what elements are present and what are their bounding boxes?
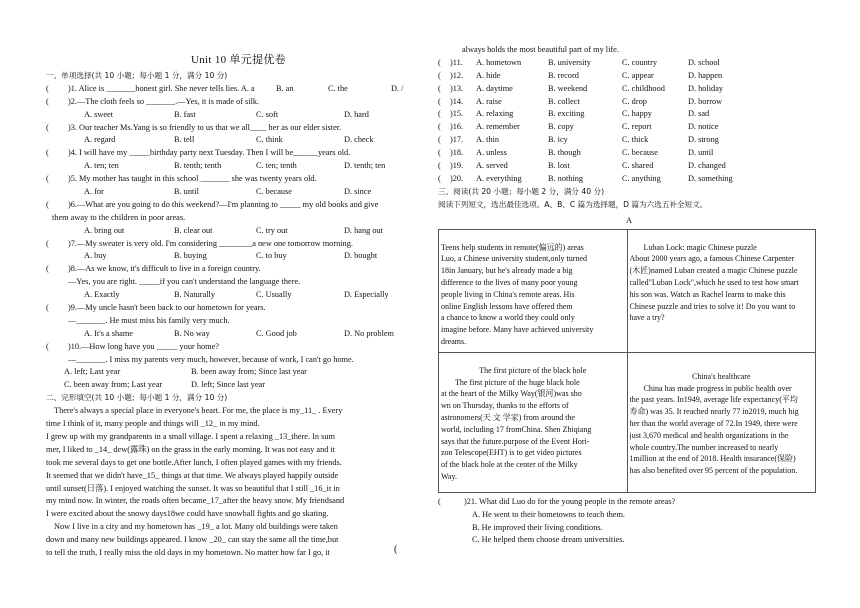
cell-line: have a try? [629,313,665,323]
single-choice-list [46,83,431,392]
answer-paren: ( [46,148,49,158]
option: D. sad [688,109,710,119]
answer-paren: ( [46,96,49,106]
options-row [46,186,431,199]
option: D. changed [688,161,726,171]
question-continuation: —_______. He must miss his family very much. [68,315,230,325]
question-row [46,83,431,96]
answer-paren: ( [46,174,49,184]
question-stem: )9.—My uncle hasn't been back to our hometown for years. [68,303,266,313]
passage-line: took me several days to get one bottle.After lunch, I often played games with my friends. [46,457,342,467]
question-number: )14. [450,96,464,106]
option: B. record [548,70,579,80]
option: C. to buy [256,251,287,261]
answer-paren: ( [46,83,49,93]
reading-cell-blackhole [439,352,628,492]
cell-line: imagine before. Many have achieved university [441,325,594,335]
option: B. icy [548,135,568,145]
option: B. an [276,83,294,93]
option: A. everything [476,173,522,183]
option: C. anything [622,173,661,183]
option: D. since [344,187,372,197]
cell-line: says that the future.purpose of the Event Hori- [441,436,590,446]
cell-line: of the black hole at the center of the Milky [441,460,578,470]
passage-line: mer, I liked to _14_ dew(露珠) on the grass in the early morning. It was not easy and it [46,444,336,454]
cell-line: just 3,670 medical and health organizations in the [629,430,789,440]
question-row [46,341,431,354]
option: D. holiday [688,83,724,93]
question-row [46,238,431,251]
answer-paren: ( [46,122,49,132]
question-21: ( )21. What did Luo do for the young people in the remote areas? [438,496,676,506]
option: A. for [84,187,104,197]
option: C. try out [256,225,288,235]
cell-line: 18in January, but he's already made a big [441,266,573,276]
option: C. Good job [256,328,297,338]
cell-line: About 2000 years ago, a famous Chinese Carpenter [629,254,795,264]
question-stem: )10.—How long have you _____ your home? [68,341,219,351]
option: D. / [391,83,404,93]
cell-line: her than the world average of 72.In 1949, there were [629,418,798,428]
option: D. Especially [344,290,389,300]
option: A. ten; ten [84,161,119,171]
answer-paren: ( [46,199,49,209]
question-row [46,302,431,315]
option: C. been away from; Last year [64,380,163,390]
answer-paren: ( [438,96,441,106]
option: A. Exactly [84,290,120,300]
question-number: )16. [450,122,464,132]
left-column [46,52,431,560]
cloze-option-row [438,83,820,96]
option: A. regard [84,135,116,145]
option: B. nothing [548,173,584,183]
question-continuation: them away to the children in poor areas. [52,212,186,222]
question-stem: )5. My mother has taught in this school _______ she was twenty years old. [68,174,317,184]
question-continuation: —_______. I miss my parents very much, however, because of work, I can't go home. [68,354,354,364]
option: C. because [622,148,658,158]
option: A. relaxing [476,109,514,119]
question-row [46,147,431,160]
option: C. soft [256,109,279,119]
question-number: )19. [450,161,464,171]
question-number: )11. [450,57,463,67]
passage-line: It seemed that we didn't have_15_ things at that time. We always played happily outside [46,470,339,480]
answer-paren: ( [438,70,441,80]
answer-paren: ( [438,57,441,67]
option: C. thick [622,135,649,145]
passage-line: Now I live in a city and my hometown has _19_ a lot. Many old buildings were taken [54,522,338,532]
section-heading: 三、阅读(共 20 小题；每小题 2 分，满分 40 分) [438,186,605,196]
option: D. borrow [688,96,723,106]
option: D. strong [688,135,719,145]
option: A. bring out [84,225,125,235]
option: C. because [256,187,292,197]
cell-line: Chinese puzzle and tries to solve it! Do you want to [629,301,796,311]
option: A. It's a shame [84,328,133,338]
answer-paren: ( [438,173,441,183]
cell-line: Way. [441,471,457,481]
question-stem: )21. What did Luo do for the young people in the remote areas? [464,496,676,506]
option: D. notice [688,122,719,132]
cloze-passage [46,405,431,560]
option: C. drop [622,96,647,106]
option: D. tenth; ten [344,161,386,171]
cloze-option-row [438,96,820,109]
cloze-passage-end: always holds the most beautiful part of my life. [462,45,619,54]
option: B. tell [174,135,195,145]
option: C. think [256,135,283,145]
answer-paren: ( [438,135,441,145]
cloze-option-row [438,173,820,186]
option: C. report [622,122,652,132]
option: D. check [344,135,374,145]
cell-line: people living in China's remote areas. His [441,289,575,299]
option: D. school [688,57,720,67]
question-stem: )1. Alice is _______honest girl. She never tells lies. A. a [68,83,255,93]
options-row [46,289,431,302]
option: B. exciting [548,109,585,119]
passage-line: I grew up with my grandparents in a small village. I spent a relaxing _13_there. In sum [46,431,335,441]
option: A. buy [84,251,107,261]
question-number: )15. [450,109,464,119]
option: A. unless [476,148,507,158]
option: B. been away from; Since last year [191,367,307,377]
option: B. clear out [174,225,213,235]
reading-instruction: 阅读下列短文，选出最佳选项。A、B、C 篇为选择题，D 篇为六选五补全短文。 [438,199,708,209]
answer-paren: ( [438,161,441,171]
options-row [46,250,431,263]
cell-line: astronomers(天 文 学家) from around the [441,412,575,422]
option: B. copy [548,122,574,132]
question-stem: )4. I will have my _____birthday party next Tuesday. Then I will be______years old. [68,148,351,158]
passage-line: time I think of it, many people and things will _12_ in my mind. [46,419,260,429]
question-stem: )8.—As we know, it's difficult to live in a foreign country. [68,264,261,274]
cell-line: world, including 17 fromChina. Shen Zhiqiang [441,424,592,434]
option: A. raise [476,96,502,106]
passage-line: down and many new buildings appeared. I know _20_ can stay the same all the time,but [46,535,339,545]
option: D. No problem [344,328,395,338]
cell-line: 1million at the end of 2018. Health insurance(保险) [629,454,796,464]
cell-line: wn on Thursday, thanks to the efforts of [441,401,569,411]
options-row [46,134,431,147]
cell-line: a chance to know a world they could only [441,313,575,323]
cell-line: China has made progress in public health over [643,383,792,393]
cell-line: Teens help students in remote(偏远的) areas [441,242,584,252]
option: C. Usually [256,290,292,300]
option: B. university [548,57,591,67]
option: D. left; Since last year [191,380,265,390]
question-stem: )6.—What are you going to do this weekend?—I'm planning to _____ my old books and give [68,199,379,209]
cell-line: Luban Lock: magic Chinese puzzle [643,242,757,252]
option: D. hard [344,109,369,119]
answer-paren: ( [438,83,441,93]
cloze-option-row [438,121,820,134]
cloze-options [438,57,820,186]
question-number: )18. [450,148,464,158]
question-stem: )3. Our teacher Ms.Yang is so friendly to us that we all____ her as our elder sister. [68,122,342,132]
options-row [46,160,431,173]
option: B. Naturally [174,290,216,300]
option: C. shared [622,161,654,171]
cell-title: China's healthcare [691,371,751,381]
option: B. tenth; tenth [174,161,222,171]
option: B. though [548,148,581,158]
cell-line: dreams. [441,336,467,346]
option: A. He went to their hometowns to teach them. [472,509,625,519]
option: D. until [688,148,714,158]
option: A. hide [476,70,501,80]
answer-paren: ( [46,238,49,248]
cell-line: his son was. Watch as Rachel learns to make this [629,289,786,299]
section-heading: 二、完形填空(共 10 小题；每小题 1 分，满分 10 分) [46,393,228,403]
passage-line: There's always a special place in everyone's heart. For me, the place is my_11_ . Every [54,406,343,416]
question-row [46,173,431,186]
option: A. left; Last year [64,367,121,377]
option: D. happen [688,70,723,80]
passage-line: I were excited about the snowy days18we could have snowball fights and go skating. [46,509,329,519]
cell-line: the past years. In1949, average life expectancy(平均 [629,395,798,405]
cell-line: zon Telescope(EHT) is to get video pictures [441,448,582,458]
reading-part-label: A [626,215,632,225]
passage-line: until sunset(日落). I enjoyed watching the sunset. It was so beautiful that I still _16_it in [46,483,340,493]
cloze-option-row [438,147,820,160]
option: D. bought [344,251,378,261]
right-column [438,44,820,547]
options-row [46,379,431,392]
cell-line: (木匠)named Luban created a magic Chinese puzzle [629,266,798,276]
option: A. hometown [476,57,522,67]
passage-line: to tell the truth, I really miss the old days in my hometown. No matter how far I go, it [46,547,330,557]
reading-cell-healthcare [627,352,816,492]
question-row [46,96,431,109]
option: B. No way [174,328,210,338]
options-row [46,366,431,379]
cloze-option-row [438,70,820,83]
option: C. ten; tenth [256,161,297,171]
question-number: )13. [450,83,464,93]
answer-paren: ( [438,122,441,132]
options-row [46,225,431,238]
option: B. until [174,187,199,197]
cell-line: called"Luban Lock",which he used to test how smart [629,277,799,287]
answer-paren: ( [438,148,441,158]
option: C. appear [622,70,654,80]
question-stem: )2.—The cloth feels so _______.—Yes, it is made of silk. [68,96,260,106]
option: C. He helped them choose dream universities. [472,535,625,545]
option: B. He improved their living conditions. [472,522,603,532]
option: B. weekend [548,83,588,93]
question-row [46,263,431,276]
reading-cell-luban [627,229,816,352]
answer-paren: ( [46,264,49,274]
options-row [46,328,431,341]
cell-line: 寿命) was 35. It reached nearly 77 in2019, much hig [629,407,799,417]
cloze-option-row [438,134,820,147]
cell-line: has also benefited over 95 percent of the population. [629,466,798,476]
question-row [46,122,431,135]
question-number: )17. [450,135,464,145]
question-continuation: —Yes, you are right. _____if you can't understand the language there. [68,277,301,287]
cell-line: The first picture of the huge black hole [455,377,580,387]
option: B. fast [174,109,196,119]
reading-cell-teens [439,229,628,352]
option: A. sweet [84,109,114,119]
cloze-option-row [438,108,820,121]
option: A. thin [476,135,500,145]
answer-paren: ( [46,341,49,351]
option: C. childhood [622,83,665,93]
option: D. hang out [344,225,383,235]
cell-title: The first picture of the black hole [479,365,587,375]
cell-line: difference to the lives of many poor young [441,277,578,287]
question-row [46,199,431,212]
option: B. collect [548,96,580,106]
options-row [46,109,431,122]
question-stem: )7.—My sweater is very old. I'm considering ________a new one tomorrow morning. [68,238,353,248]
option: A. served [476,161,508,171]
option: B. lost [548,161,570,171]
page-title: Unit 10 单元提优卷 [191,54,286,66]
cloze-option-row [438,57,820,70]
question-number: )12. [450,70,464,80]
cell-line: online English lessons have offered them [441,301,573,311]
option: D. something [688,173,733,183]
margin-mark: ( [394,544,398,555]
option: A. daytime [476,83,513,93]
option: C. country [622,57,658,67]
answer-paren: ( [438,109,441,119]
answer-paren: ( [46,303,49,313]
reading-table [438,229,816,493]
option: A. remember [476,122,520,132]
option: C. happy [622,109,652,119]
cell-line: at the heart of the Milky Way(银河)was sho [441,389,582,399]
cloze-option-row [438,160,820,173]
option: C. the [328,83,348,93]
option: B. buying [174,251,207,261]
passage-line: my mind now. In winter, the roads often became_17_after the heavy snow. My friendsand [46,496,345,506]
section-heading: 一、单项选择(共 10 小题；每小题 1 分，满分 10 分) [46,71,228,80]
question-number: )20. [450,173,464,183]
question-21-options [438,509,820,548]
cell-line: Luo, a Chinese university student,only turned [441,254,587,264]
cell-line: whole country.The number increased to nearly [629,442,779,452]
